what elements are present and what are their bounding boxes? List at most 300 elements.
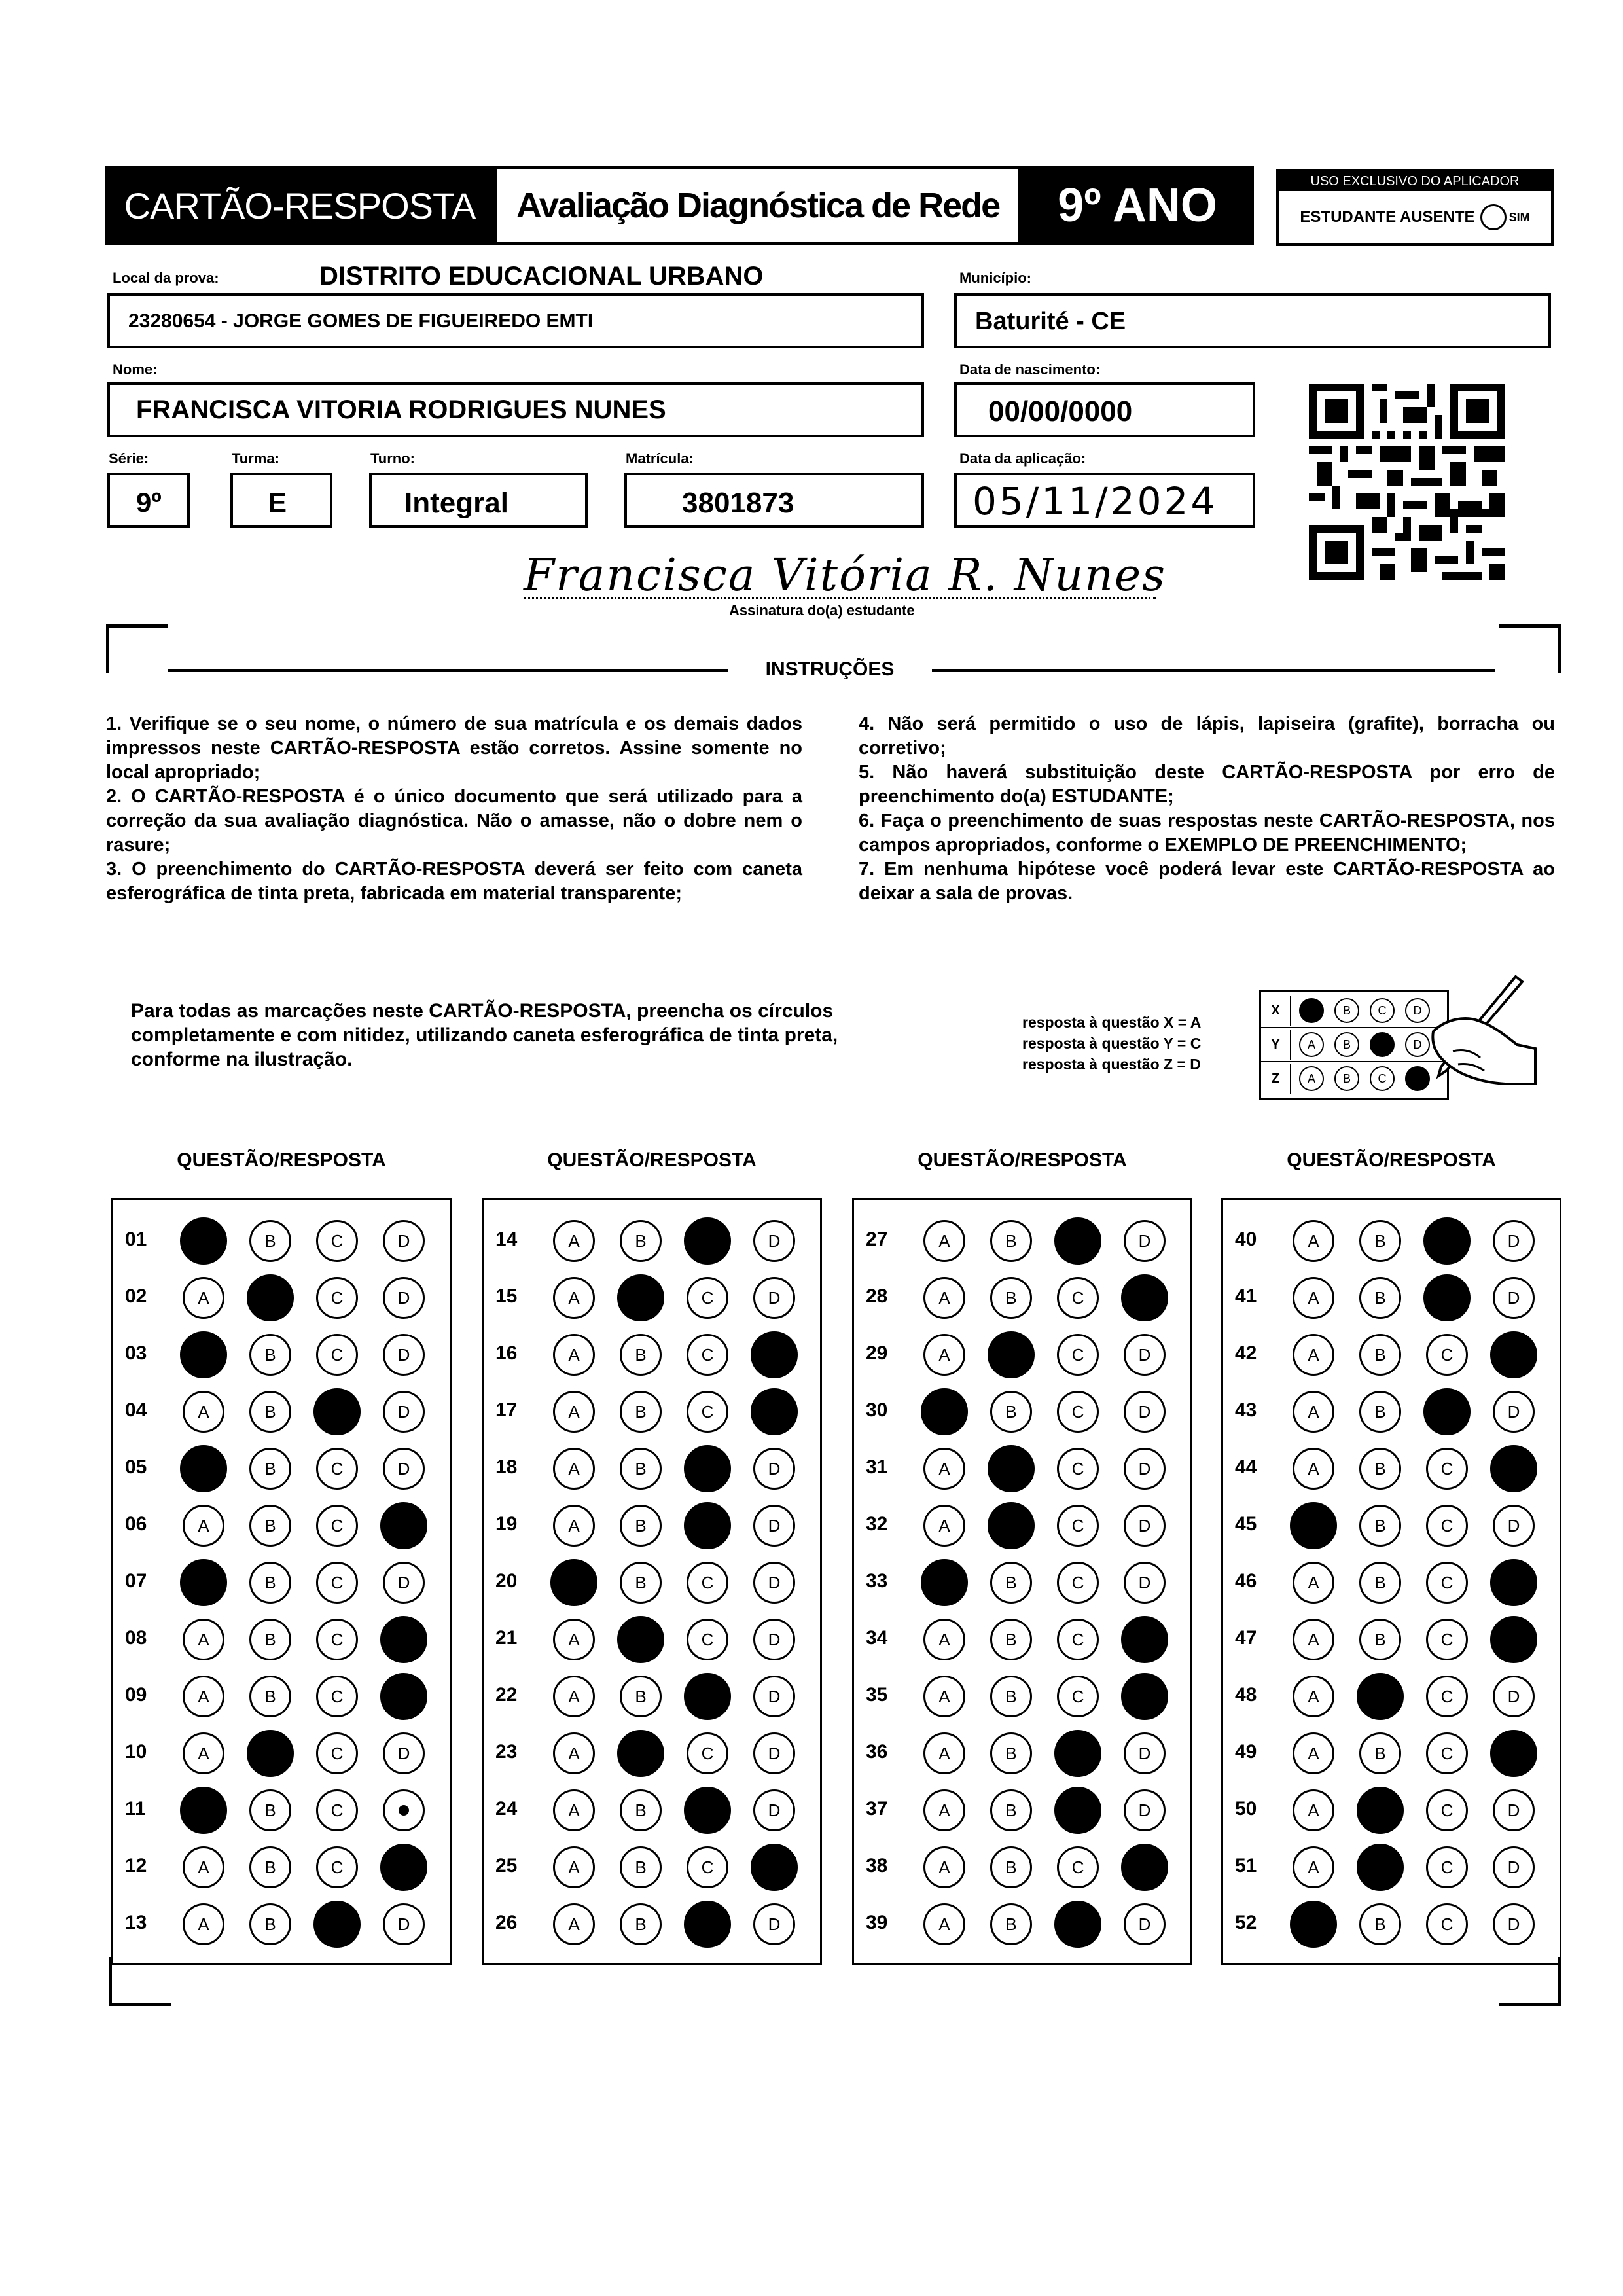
answer-bubble-d[interactable]: D <box>753 1619 795 1660</box>
answer-row <box>113 1503 450 1549</box>
answer-bubble-c[interactable]: C <box>1057 1334 1099 1376</box>
signature-line <box>524 597 1156 599</box>
answer-bubble-c[interactable]: C <box>1426 1676 1468 1717</box>
question-number: 31 <box>866 1456 888 1478</box>
answer-bubble-b[interactable]: B <box>620 1903 662 1945</box>
answer-bubble-a[interactable]: A <box>553 1220 595 1262</box>
answer-bubble-b[interactable]: B <box>1359 1448 1401 1490</box>
answer-bubble-c[interactable]: C <box>316 1448 358 1490</box>
question-number: 47 <box>1235 1627 1257 1649</box>
answer-bubble-b[interactable]: B <box>620 1220 662 1262</box>
answer-bubble-c[interactable]: C <box>1057 1391 1099 1433</box>
matricula-field <box>624 473 924 528</box>
exam-title: Avaliação Diagnóstica de Rede <box>516 186 1000 225</box>
answer-row <box>854 1560 1190 1605</box>
question-number: 30 <box>866 1399 888 1421</box>
answer-bubble-c[interactable]: C <box>1426 1505 1468 1547</box>
answer-bubble-c[interactable] <box>684 1502 731 1549</box>
question-number: 45 <box>1235 1513 1257 1535</box>
answer-bubble-c[interactable]: C <box>687 1732 728 1774</box>
answer-row <box>854 1901 1190 1947</box>
answer-bubble-b[interactable]: B <box>249 1505 291 1547</box>
corner-mark-top-right <box>1499 624 1561 673</box>
answer-bubble-b[interactable]: B <box>1359 1220 1401 1262</box>
answer-bubble-a[interactable]: A <box>1293 1619 1334 1660</box>
answer-bubble-a[interactable] <box>921 1559 968 1606</box>
answer-bubble-d[interactable]: D <box>1493 1846 1535 1888</box>
question-number: 28 <box>866 1285 888 1307</box>
answer-bubble-c[interactable]: C <box>316 1846 358 1888</box>
question-number: 12 <box>125 1855 147 1876</box>
answer-bubble-c[interactable]: C <box>687 1334 728 1376</box>
answer-row <box>113 1901 450 1947</box>
answer-row <box>854 1617 1190 1662</box>
answer-bubble-d[interactable]: D <box>1124 1334 1166 1376</box>
municipio-value: Baturité - CE <box>975 308 1126 335</box>
answer-row <box>113 1332 450 1378</box>
answer-bubble-b[interactable] <box>1357 1844 1404 1891</box>
answer-row <box>1223 1617 1560 1662</box>
serie-value: 9º <box>136 487 162 518</box>
answer-bubble-a[interactable] <box>180 1217 227 1265</box>
answer-bubble-c[interactable] <box>1054 1730 1101 1777</box>
answer-bubble-a[interactable]: A <box>1293 1732 1334 1774</box>
answer-bubble-c[interactable]: C <box>1057 1448 1099 1490</box>
answer-bubble-d[interactable]: D <box>753 1732 795 1774</box>
turno-field <box>369 473 588 528</box>
answer-bubble-a[interactable]: A <box>553 1334 595 1376</box>
answer-bubble-c[interactable]: C <box>316 1334 358 1376</box>
answer-bubble-d[interactable]: D <box>383 1562 425 1604</box>
answer-bubble-d[interactable] <box>1490 1616 1537 1663</box>
answer-bubble-d[interactable] <box>1121 1844 1168 1891</box>
answer-bubble-c[interactable]: C <box>687 1277 728 1319</box>
answer-bubble-b[interactable]: B <box>620 1789 662 1831</box>
answer-bubble-d[interactable]: D <box>383 1277 425 1319</box>
example-bubble-a <box>1299 998 1324 1023</box>
question-number: 08 <box>125 1627 147 1649</box>
answer-bubble-a[interactable]: A <box>553 1505 595 1547</box>
local-label: Local da prova: <box>113 270 219 286</box>
answer-bubble-d[interactable] <box>380 1673 427 1720</box>
answer-bubble-b[interactable] <box>617 1730 664 1777</box>
answer-bubble-c[interactable] <box>1054 1901 1101 1948</box>
question-number: 14 <box>495 1229 518 1250</box>
instructions-rule-left <box>168 669 728 672</box>
answer-bubble-c[interactable]: C <box>1057 1676 1099 1717</box>
question-number: 40 <box>1235 1229 1257 1250</box>
question-number: 11 <box>125 1798 146 1820</box>
answer-bubble-a[interactable]: A <box>553 1391 595 1433</box>
answer-bubble-d[interactable]: D <box>1124 1789 1166 1831</box>
answer-row <box>113 1560 450 1605</box>
instruction-3: 3. O preenchimento do CARTÃO-RESPOSTA deverá ser feito com caneta esferográfica de tinta preta, fabricada em material transparente; <box>106 859 802 904</box>
answer-bubble-d[interactable] <box>751 1844 798 1891</box>
answer-bubble-d[interactable]: D <box>1493 1789 1535 1831</box>
answer-bubble-c[interactable] <box>1423 1217 1471 1265</box>
answer-row <box>484 1503 820 1549</box>
question-number: 49 <box>1235 1741 1257 1763</box>
answer-bubble-a[interactable]: A <box>553 1676 595 1717</box>
nome-value: FRANCISCA VITORIA RODRIGUES NUNES <box>136 395 666 424</box>
answer-column <box>1221 1198 1561 1965</box>
answer-bubble-c[interactable]: C <box>1057 1619 1099 1660</box>
answer-bubble-c[interactable]: C <box>1426 1903 1468 1945</box>
answer-bubble-a[interactable]: A <box>1293 1562 1334 1604</box>
answer-bubble-a[interactable] <box>921 1388 968 1435</box>
answer-bubble-d[interactable] <box>1121 1673 1168 1720</box>
answer-bubble-b[interactable] <box>988 1445 1035 1492</box>
answer-bubble-d[interactable]: D <box>1493 1277 1535 1319</box>
answer-bubble-b[interactable] <box>1357 1673 1404 1720</box>
answer-bubble-a[interactable]: A <box>1293 1277 1334 1319</box>
answer-bubble-b[interactable] <box>247 1730 294 1777</box>
answer-bubble-b[interactable] <box>988 1502 1035 1549</box>
question-number: 48 <box>1235 1684 1257 1706</box>
answer-bubble-c[interactable] <box>684 1445 731 1492</box>
answer-bubble-d[interactable]: D <box>383 1391 425 1433</box>
answer-bubble-a[interactable]: A <box>1293 1334 1334 1376</box>
answer-bubble-b[interactable]: B <box>249 1846 291 1888</box>
answer-bubble-b[interactable]: B <box>1359 1391 1401 1433</box>
example-line-x: resposta à questão X = A <box>1022 1014 1202 1031</box>
answer-bubble-c[interactable] <box>1054 1217 1101 1265</box>
answer-bubble-d[interactable] <box>1490 1445 1537 1492</box>
answer-row <box>854 1674 1190 1719</box>
answer-bubble-d[interactable]: D <box>753 1448 795 1490</box>
answer-bubble-a[interactable]: A <box>553 1448 595 1490</box>
answer-row <box>1223 1674 1560 1719</box>
qr-code <box>1309 384 1505 580</box>
answer-bubble-b[interactable]: B <box>249 1448 291 1490</box>
instruction-1: 1. Verifique se o seu nome, o número de sua matrícula e os demais dados impressos neste CARTÃO-RESPOSTA estão corretos. Assine somente no local apropriado; <box>106 713 802 783</box>
answer-bubble-d[interactable]: D <box>753 1220 795 1262</box>
answer-bubble-a[interactable]: A <box>1293 1846 1334 1888</box>
answer-bubble-d[interactable] <box>380 1502 427 1549</box>
answer-bubble-b[interactable] <box>617 1616 664 1663</box>
answer-bubble-d[interactable]: D <box>1124 1903 1166 1945</box>
answer-bubble-a[interactable]: A <box>923 1334 965 1376</box>
answer-bubble-d[interactable]: D <box>753 1562 795 1604</box>
answer-bubble-d[interactable] <box>1121 1616 1168 1663</box>
answer-bubble-c[interactable]: C <box>316 1732 358 1774</box>
answer-bubble-a[interactable] <box>1290 1502 1337 1549</box>
answer-bubble-c[interactable]: C <box>316 1277 358 1319</box>
answer-bubble-b[interactable] <box>617 1274 664 1321</box>
answer-bubble-d[interactable] <box>1121 1274 1168 1321</box>
answer-bubble-d[interactable] <box>380 1844 427 1891</box>
answer-bubble-d[interactable]: D <box>1493 1220 1535 1262</box>
answer-bubble-c[interactable]: C <box>1057 1505 1099 1547</box>
answer-bubble-a[interactable]: A <box>183 1391 224 1433</box>
answer-bubble-d[interactable]: D <box>383 1448 425 1490</box>
answer-bubble-d[interactable]: D <box>1493 1391 1535 1433</box>
answer-bubble-d[interactable]: D <box>1124 1391 1166 1433</box>
answer-bubble-a[interactable] <box>180 1787 227 1834</box>
answer-row <box>113 1446 450 1492</box>
answer-bubble-b[interactable]: B <box>990 1277 1032 1319</box>
answer-bubble-a[interactable]: A <box>183 1732 224 1774</box>
question-number: 05 <box>125 1456 147 1478</box>
answer-bubble-d[interactable]: D <box>1124 1505 1166 1547</box>
answer-bubble-b[interactable]: B <box>620 1334 662 1376</box>
answer-bubble-c[interactable]: C <box>316 1676 358 1717</box>
answer-bubble-b[interactable]: B <box>1359 1505 1401 1547</box>
answer-bubble-a[interactable] <box>550 1559 597 1606</box>
answer-row <box>484 1844 820 1890</box>
answer-row <box>854 1446 1190 1492</box>
answer-row <box>113 1844 450 1890</box>
question-number: 01 <box>125 1229 147 1250</box>
answer-bubble-b[interactable]: B <box>620 1846 662 1888</box>
answer-bubble-b[interactable]: B <box>1359 1732 1401 1774</box>
answer-bubble-b[interactable]: B <box>990 1732 1032 1774</box>
answer-bubble-b[interactable]: B <box>249 1789 291 1831</box>
question-number: 21 <box>495 1627 518 1649</box>
answer-row <box>1223 1844 1560 1890</box>
answer-bubble-c[interactable] <box>684 1673 731 1720</box>
answer-bubble-c[interactable] <box>1423 1274 1471 1321</box>
answer-bubble-a[interactable]: A <box>923 1732 965 1774</box>
answer-bubble-a[interactable]: A <box>923 1277 965 1319</box>
answer-bubble-b[interactable]: B <box>1359 1562 1401 1604</box>
answer-bubble-b[interactable]: B <box>990 1846 1032 1888</box>
answer-row <box>854 1389 1190 1435</box>
answer-bubble-b[interactable]: B <box>620 1448 662 1490</box>
answer-bubble-c[interactable] <box>684 1901 731 1948</box>
question-number: 18 <box>495 1456 518 1478</box>
question-number: 41 <box>1235 1285 1257 1307</box>
answer-row <box>1223 1503 1560 1549</box>
answer-row <box>484 1389 820 1435</box>
column-header: QUESTÃO/RESPOSTA <box>918 1149 1127 1171</box>
answer-bubble-d[interactable]: D <box>1124 1732 1166 1774</box>
answer-bubble-a[interactable]: A <box>1293 1220 1334 1262</box>
answer-bubble-d[interactable] <box>1490 1331 1537 1378</box>
answer-bubble-a[interactable]: A <box>553 1277 595 1319</box>
answer-row <box>484 1731 820 1776</box>
corner-mark-bottom-left <box>109 1957 171 2006</box>
answer-bubble-a[interactable]: A <box>183 1277 224 1319</box>
answer-bubble-c[interactable]: C <box>687 1562 728 1604</box>
example-bubble-b: B <box>1334 998 1359 1023</box>
answer-bubble-a[interactable] <box>180 1331 227 1378</box>
answer-bubble-c[interactable]: C <box>1426 1334 1468 1376</box>
answer-bubble-b[interactable]: B <box>1359 1277 1401 1319</box>
question-number: 50 <box>1235 1798 1257 1820</box>
answer-bubble-b[interactable]: B <box>249 1619 291 1660</box>
answer-bubble-c[interactable]: C <box>1426 1846 1468 1888</box>
answer-bubble-a[interactable]: A <box>923 1903 965 1945</box>
answer-bubble-a[interactable]: A <box>183 1903 224 1945</box>
absent-checkbox[interactable] <box>1480 204 1507 230</box>
answer-bubble-b[interactable]: B <box>249 1562 291 1604</box>
answer-bubble-c[interactable]: C <box>1057 1277 1099 1319</box>
answer-bubble-a[interactable] <box>180 1445 227 1492</box>
example-row-label: Z <box>1261 1064 1291 1094</box>
answer-bubble-a[interactable]: A <box>183 1846 224 1888</box>
answer-bubble-c[interactable]: C <box>1426 1789 1468 1831</box>
answer-bubble-a[interactable]: A <box>553 1732 595 1774</box>
answer-bubble-a[interactable]: A <box>183 1505 224 1547</box>
question-number: 17 <box>495 1399 518 1421</box>
answer-bubble-b[interactable]: B <box>990 1220 1032 1262</box>
answer-row <box>1223 1901 1560 1947</box>
answer-bubble-d[interactable]: D <box>753 1903 795 1945</box>
answer-bubble-c[interactable]: C <box>687 1846 728 1888</box>
answer-row <box>484 1787 820 1833</box>
answer-bubble-a[interactable]: A <box>923 1676 965 1717</box>
answer-bubble-a[interactable]: A <box>923 1789 965 1831</box>
answer-bubble-a[interactable] <box>180 1559 227 1606</box>
answer-bubble-d[interactable]: D <box>753 1505 795 1547</box>
answer-bubble-c[interactable]: C <box>1057 1846 1099 1888</box>
answer-column <box>111 1198 452 1965</box>
answer-bubble-b[interactable]: B <box>620 1562 662 1604</box>
answer-bubble-d[interactable] <box>383 1789 425 1831</box>
matricula-value: 3801873 <box>682 487 794 519</box>
answer-bubble-c[interactable]: C <box>687 1619 728 1660</box>
answer-bubble-c[interactable]: C <box>316 1562 358 1604</box>
answer-row <box>113 1275 450 1321</box>
answer-bubble-c[interactable]: C <box>687 1391 728 1433</box>
example-row-label: X <box>1261 996 1291 1026</box>
answer-bubble-c[interactable]: C <box>1426 1619 1468 1660</box>
answer-bubble-d[interactable]: D <box>1493 1676 1535 1717</box>
example-bubble-a: A <box>1299 1066 1324 1091</box>
answer-bubble-a[interactable]: A <box>923 1220 965 1262</box>
answer-bubble-d[interactable]: D <box>753 1789 795 1831</box>
answer-bubble-a[interactable]: A <box>183 1676 224 1717</box>
answer-bubble-a[interactable]: A <box>923 1619 965 1660</box>
example-bubble-a: A <box>1299 1032 1324 1057</box>
answer-bubble-d[interactable]: D <box>383 1334 425 1376</box>
local-value: 23280654 - JORGE GOMES DE FIGUEIREDO EMTI <box>128 310 594 332</box>
answer-bubble-a[interactable] <box>1290 1901 1337 1948</box>
answer-bubble-a[interactable]: A <box>923 1448 965 1490</box>
answer-bubble-a[interactable]: A <box>183 1619 224 1660</box>
nascimento-field <box>954 382 1255 437</box>
answer-bubble-b[interactable] <box>1357 1787 1404 1834</box>
turno-label: Turno: <box>370 450 416 467</box>
answer-bubble-c[interactable] <box>684 1787 731 1834</box>
answer-bubble-b[interactable]: B <box>249 1391 291 1433</box>
answer-bubble-c[interactable]: C <box>316 1789 358 1831</box>
marking-note: Para todas as marcações neste CARTÃO-RESPOSTA, preencha os círculos completamente e com nitidez, utilizando caneta esferográfica de tinta preta, conforme na ilustração. <box>131 1000 838 1070</box>
answer-bubble-b[interactable]: B <box>990 1562 1032 1604</box>
answer-bubble-b[interactable]: B <box>990 1903 1032 1945</box>
answer-bubble-d[interactable] <box>380 1616 427 1663</box>
answer-bubble-d[interactable] <box>751 1331 798 1378</box>
answer-bubble-b[interactable]: B <box>990 1676 1032 1717</box>
answer-bubble-d[interactable]: D <box>383 1732 425 1774</box>
answer-bubble-c[interactable]: C <box>316 1220 358 1262</box>
answer-bubble-a[interactable]: A <box>923 1846 965 1888</box>
answer-bubble-a[interactable]: A <box>1293 1448 1334 1490</box>
answer-bubble-c[interactable]: C <box>1426 1562 1468 1604</box>
answer-row <box>854 1332 1190 1378</box>
answer-bubble-b[interactable]: B <box>1359 1903 1401 1945</box>
answer-bubble-c[interactable]: C <box>1426 1448 1468 1490</box>
answer-bubble-c[interactable] <box>313 1388 361 1435</box>
answer-row <box>854 1844 1190 1890</box>
answer-bubble-c[interactable]: C <box>1426 1732 1468 1774</box>
question-number: 04 <box>125 1399 147 1421</box>
answer-bubble-c[interactable] <box>313 1901 361 1948</box>
answer-bubble-b[interactable]: B <box>620 1505 662 1547</box>
answer-bubble-d[interactable]: D <box>753 1676 795 1717</box>
answer-bubble-b[interactable]: B <box>620 1676 662 1717</box>
example-bubble-d: D <box>1405 998 1430 1023</box>
answer-bubble-b[interactable] <box>988 1331 1035 1378</box>
answer-bubble-a[interactable]: A <box>553 1789 595 1831</box>
answer-bubble-d[interactable]: D <box>1124 1220 1166 1262</box>
answer-bubble-b[interactable]: B <box>249 1334 291 1376</box>
example-line-z: resposta à questão Z = D <box>1022 1056 1201 1073</box>
question-number: 10 <box>125 1741 147 1763</box>
answer-bubble-d[interactable] <box>1490 1559 1537 1606</box>
answer-bubble-b[interactable]: B <box>1359 1334 1401 1376</box>
column-header: QUESTÃO/RESPOSTA <box>547 1149 757 1171</box>
answer-bubble-a[interactable]: A <box>1293 1676 1334 1717</box>
answer-row <box>1223 1731 1560 1776</box>
answer-row <box>484 1218 820 1264</box>
answer-bubble-d[interactable]: D <box>1124 1448 1166 1490</box>
answer-bubble-d[interactable]: D <box>383 1220 425 1262</box>
answer-bubble-a[interactable]: A <box>923 1505 965 1547</box>
answer-bubble-b[interactable]: B <box>990 1619 1032 1660</box>
answer-bubble-d[interactable]: D <box>1124 1562 1166 1604</box>
answer-row <box>484 1446 820 1492</box>
answer-bubble-d[interactable]: D <box>753 1277 795 1319</box>
serie-label: Série: <box>109 450 149 467</box>
answer-bubble-a[interactable]: A <box>1293 1391 1334 1433</box>
answer-bubble-c[interactable] <box>1054 1787 1101 1834</box>
corner-mark-bottom-right <box>1499 1957 1561 2006</box>
answer-bubble-d[interactable] <box>1490 1730 1537 1777</box>
answer-bubble-c[interactable] <box>684 1217 731 1265</box>
answer-row <box>854 1218 1190 1264</box>
question-number: 19 <box>495 1513 518 1535</box>
answer-bubble-d[interactable] <box>751 1388 798 1435</box>
answer-bubble-b[interactable]: B <box>990 1391 1032 1433</box>
answer-bubble-d[interactable]: D <box>1493 1505 1535 1547</box>
answer-bubble-b[interactable]: B <box>620 1391 662 1433</box>
answer-bubble-c[interactable] <box>1423 1388 1471 1435</box>
answer-bubble-b[interactable]: B <box>249 1220 291 1262</box>
question-number: 46 <box>1235 1570 1257 1592</box>
answer-bubble-a[interactable]: A <box>553 1846 595 1888</box>
answer-bubble-b[interactable]: B <box>249 1676 291 1717</box>
aplicacao-value: 05/11/2024 <box>972 479 1218 524</box>
nome-field <box>107 382 924 437</box>
instruction-7: 7. Em nenhuma hipótese você poderá levar este CARTÃO-RESPOSTA ao deixar a sala de provas. <box>859 859 1555 904</box>
answer-bubble-b[interactable]: B <box>1359 1619 1401 1660</box>
question-number: 34 <box>866 1627 888 1649</box>
answer-bubble-c[interactable]: C <box>316 1619 358 1660</box>
answer-bubble-a[interactable]: A <box>553 1619 595 1660</box>
answer-row <box>1223 1446 1560 1492</box>
answer-bubble-a[interactable]: A <box>1293 1789 1334 1831</box>
answer-bubble-b[interactable]: B <box>990 1789 1032 1831</box>
answer-bubble-a[interactable]: A <box>553 1903 595 1945</box>
answer-bubble-c[interactable]: C <box>316 1505 358 1547</box>
answer-bubble-d[interactable]: D <box>383 1903 425 1945</box>
answer-bubble-b[interactable] <box>247 1274 294 1321</box>
answer-bubble-b[interactable]: B <box>249 1903 291 1945</box>
answer-bubble-c[interactable]: C <box>1057 1562 1099 1604</box>
answer-bubble-d[interactable]: D <box>1493 1903 1535 1945</box>
